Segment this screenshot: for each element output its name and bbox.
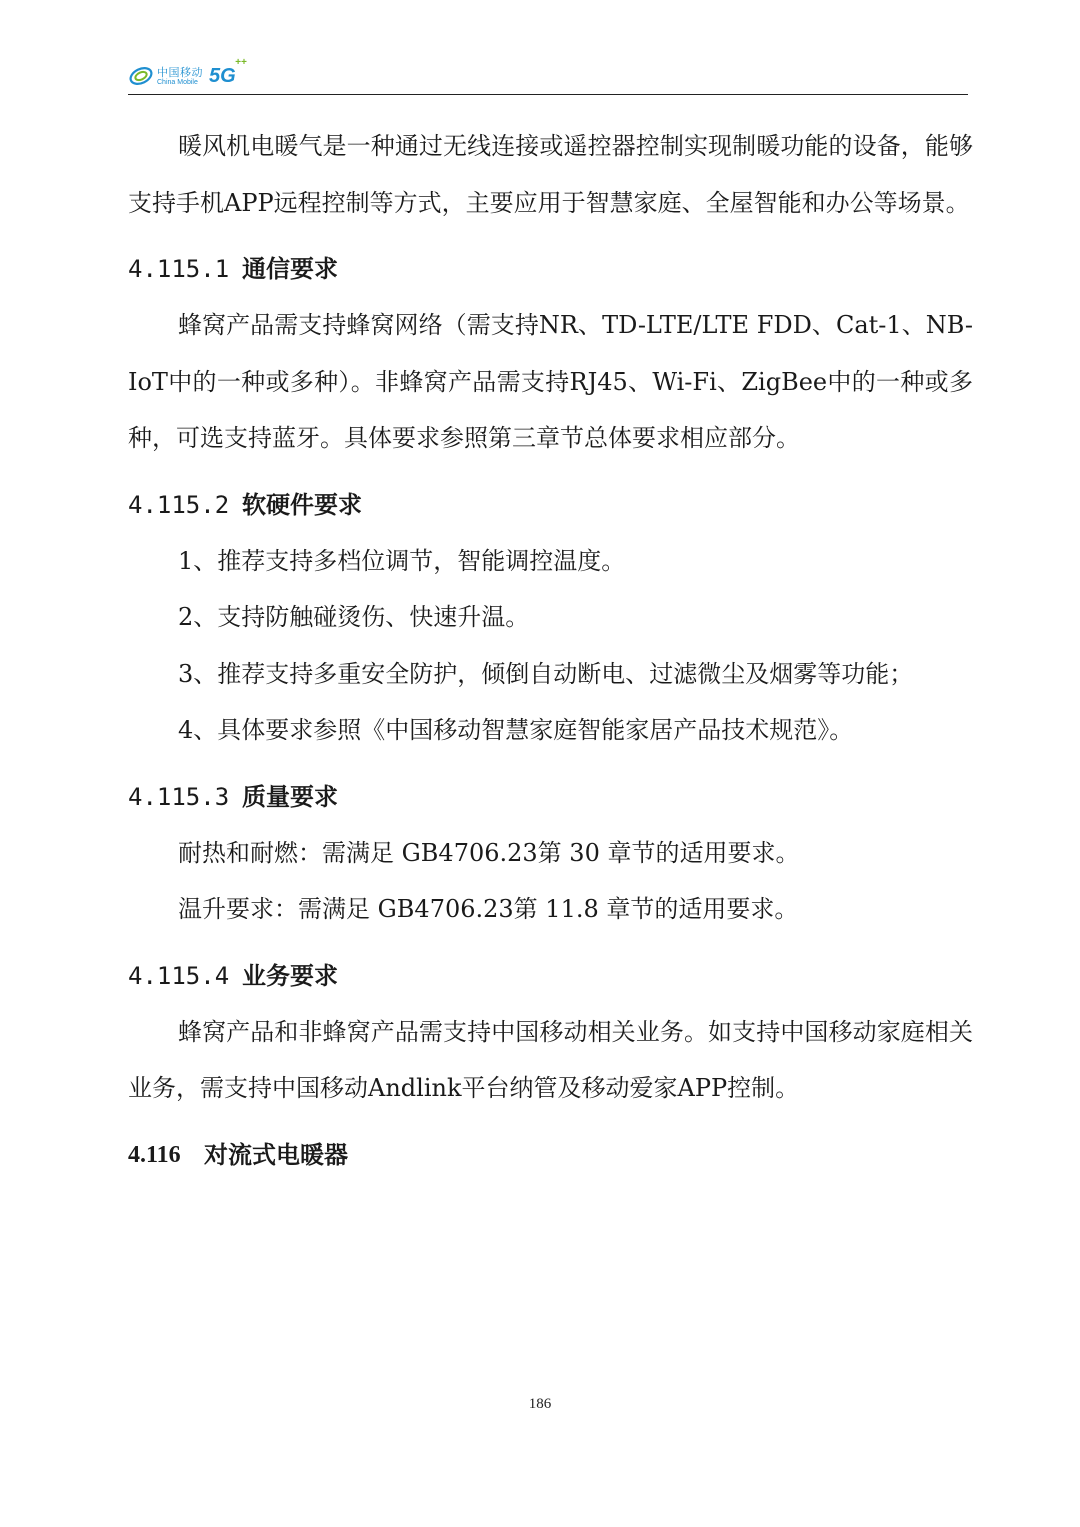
- intro-paragraph: 暖风机电暖气是一种通过无线连接或遥控器控制实现制暖功能的设备，能够支持手机APP远程控制等方式，主要应用于智慧家庭、全屋智能和办公等场景。: [128, 132, 973, 217]
- section-heading: [128, 241, 973, 297]
- logo-english-text: China Mobile: [157, 78, 198, 86]
- section-heading: [128, 948, 973, 1004]
- next-section-title: 对流式电暖器: [204, 1140, 348, 1169]
- section-heading: [128, 477, 973, 533]
- list-item: 3、推荐支持多重安全防护，倾倒自动断电、过滤微尘及烟雾等功能；: [178, 659, 914, 688]
- section-number: 4.115.4: [128, 961, 230, 990]
- section-paragraph: 蜂窝产品需支持蜂窝网络（需支持NR、TD-LTE/LTE FDD、Cat-1、NB-IoT中的一种或多种）。非蜂窝产品需支持RJ45、Wi-Fi、ZigBee中的一种或多种，可选支持蓝牙。具体要求参照第三章节总体要求相应部分。: [128, 311, 973, 452]
- section-heading: [128, 769, 973, 825]
- china-mobile-logo: [128, 56, 247, 94]
- header-divider: [128, 94, 968, 95]
- section-title: 质量要求: [242, 782, 338, 811]
- china-mobile-logo-icon: [128, 63, 154, 89]
- next-section-number: 4.116: [128, 1141, 181, 1168]
- list-item: 耐热和耐燃：需满足 GB4706.23第 30 章节的适用要求。: [178, 838, 800, 867]
- document-body: [128, 118, 973, 1183]
- page-header: [128, 58, 968, 96]
- page-number: 186: [528, 1396, 552, 1412]
- section-number: 4.115.1: [128, 255, 230, 283]
- section-paragraph: 蜂窝产品和非蜂窝产品需支持中国移动相关业务。如支持中国移动家庭相关业务，需支持中国移动Andlink平台纳管及移动爱家APP控制。: [128, 1017, 973, 1102]
- logo-5g-plus: ++: [235, 56, 247, 68]
- logo-chinese-text: 中国移动: [157, 65, 203, 79]
- next-section-heading: [128, 1127, 973, 1183]
- section-number: 4.115.3: [128, 782, 230, 811]
- list-item: 2、支持防触碰烫伤、快速升温。: [178, 603, 530, 631]
- list-item: 4、具体要求参照《中国移动智慧家庭智能家居产品技术规范》。: [178, 716, 854, 744]
- section-number: 4.115.2: [128, 490, 230, 519]
- section-title: 软硬件要求: [242, 490, 362, 519]
- list-item: 1、推荐支持多档位调节，智能调控温度。: [178, 546, 626, 575]
- section-title: 业务要求: [242, 961, 338, 990]
- logo-5g: [209, 56, 247, 88]
- section-title: 通信要求: [242, 255, 338, 283]
- list-item: 温升要求：需满足 GB4706.23第 11.8 章节的适用要求。: [178, 895, 799, 923]
- logo-5g-text: 5G: [209, 64, 236, 87]
